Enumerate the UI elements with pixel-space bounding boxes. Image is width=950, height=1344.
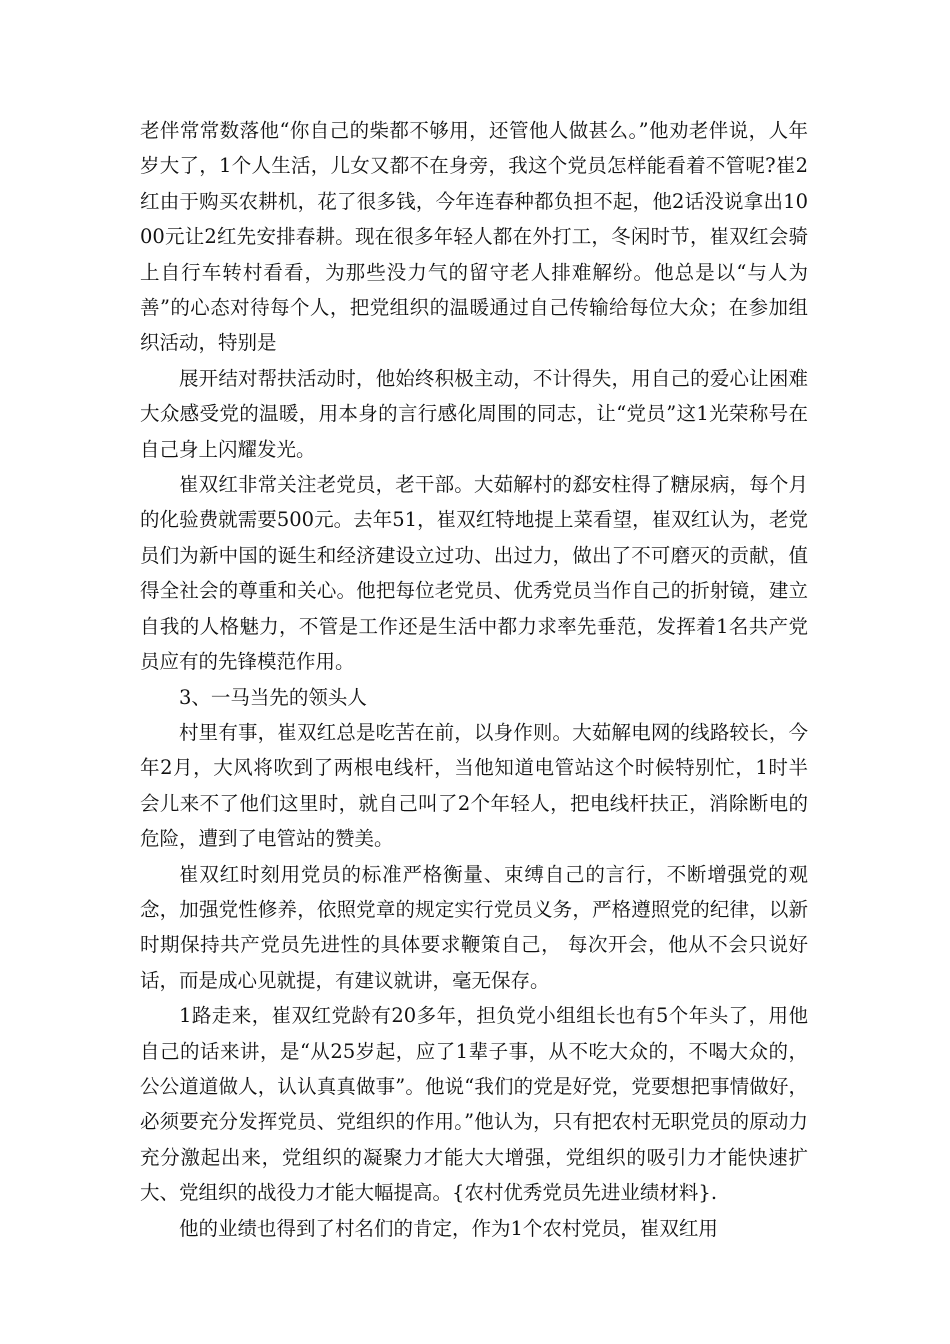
paragraph: 崔双红时刻用党员的标准严格衡量、束缚自己的言行，不断增强党的观念，加强党性修养，依照党章的规定实行党员义务，严格遵照党的纪律，以新时期保持共产党员先进性的具体要求鞭策自己， 每次开会，他从不会只说好话，而是成心见就提，有建议就讲，毫无保存。 — [140, 862, 808, 992]
paragraph: 展开结对帮扶活动时，他始终积极主动，不计得失，用自己的爱心让困难大众感受党的温暖，用本身的言行感化周围的同志，让“党员”这1光荣称号在自己身上闪耀发光。 — [140, 366, 808, 461]
paragraph: 崔双红非常关注老党员，老干部。大茹解村的郄安柱得了糖尿病，每个月的化验费就需要500元。去年51，崔双红特地提上菜看望，崔双红认为，老党员们为新中国的诞生和经济建设立过功、出过力，做出了不可磨灭的贡献，值得全社会的尊重和关心。他把每位老党员、优秀党员当作自己的折射镜，建立自我的人格魅力，不管是工作还是生活中都力求率先垂范，发挥着1名共产党员应有的先锋模范作用。 — [140, 473, 808, 674]
paragraph: 1路走来，崔双红党龄有20多年，担负党小组组长也有5个年头了，用他自己的话来讲，是“从25岁起，应了1辈子事，从不吃大众的，不喝大众的，公公道道做人，认认真真做事”。他说“我们的党是好党，党要想把事情做好，必须要充分发挥党员、党组织的作用。”他认为，只有把农村无职党员的原动力充分激起出来，党组织的凝聚力才能大大增强，党组织的吸引力才能快速扩大、党组织的战役力才能大幅提高。{农村优秀党员先进业绩材料}. — [140, 1004, 808, 1205]
paragraph: 他的业绩也得到了村名们的肯定，作为1个农村党员，崔双红用 — [179, 1216, 718, 1240]
document-body — [140, 113, 808, 1246]
section-heading: 3、一马当先的领头人 — [179, 685, 367, 709]
paragraph: 村里有事，崔双红总是吃苦在前，以身作则。大茹解电网的线路较长，今年2月，大风将吹到了两根电线杆，当他知道电管站这个时候特别忙，1时半会儿来不了他们这里时，就自己叫了2个年轻人，把电线杆扶正，消除断电的危险，遭到了电管站的赞美。 — [140, 720, 808, 851]
paragraph: 老伴常常数落他“你自己的柴都不够用，还管他人做甚么。”他劝老伴说，人年岁大了，1个人生活，儿女又都不在身旁，我这个党员怎样能看着不管呢?崔2红由于购买农耕机，花了很多钱，今年连春种都负担不起，他2话没说拿出1000元让2红先安排春耕。现在很多年轻人都在外打工，冬闲时节，崔双红会骑上自行车转村看看，为那些没力气的留守老人排难解纷。他总是以“与人为善”的心态对待每个人，把党组织的温暖通过自己传输给每位大众；在参加组织活动，特别是 — [140, 119, 808, 355]
